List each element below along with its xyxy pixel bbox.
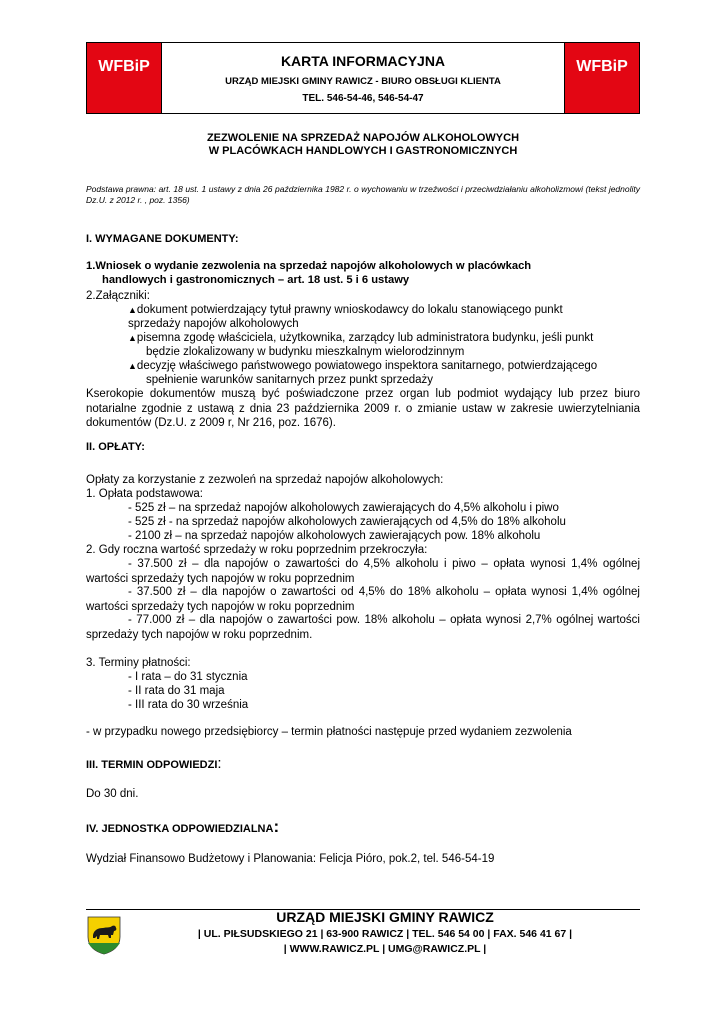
copies-note: Kserokopie dokumentów muszą być poświadczone przez organ lub podmiot wydający lub przez biuro notarialne zgodnie z ustawą z dnia 23 października 2009 r. o zmianie ustaw w zakresie uwierzytelniania dokumentów (Dz.U. z 2009 r, Nr 216, poz. 1676). [86, 388, 640, 429]
response-time: Do 30 dni. [86, 788, 139, 800]
document-title-line2: W PLACÓWKACH HANDLOWYCH I GASTRONOMICZNYCH [208, 145, 518, 157]
section4-heading: IV. JEDNOSTKA ODPOWIEDZIALNA: [86, 817, 280, 836]
header-box [86, 42, 640, 114]
extra-fee-item: - 37.500 zł – dla napojów o zawartości od 4,5% do 18% alkoholu – opłata wynosi 1,4% ogólnej wartości sprzedaży tych napojów w roku poprzednim [86, 586, 640, 613]
attachment-bullet-1-cont: sprzedaży napojów alkoholowych [128, 318, 299, 330]
payment-terms-label: 3. Terminy płatności: [86, 657, 191, 669]
basic-fee-item: - 2100 zł – na sprzedaż napojów alkoholowych zawierających pow. 18% alkoholu [128, 530, 541, 542]
triangle-bullet-icon: ▲ [128, 361, 137, 371]
basic-fee-label: 1. Opłata podstawowa: [86, 488, 203, 500]
section1-heading: I. WYMAGANE DOKUMENTY: [86, 233, 239, 245]
header-office: URZĄD MIEJSKI GMINY RAWICZ - BIURO OBSŁUGI KLIENTA [225, 76, 501, 87]
triangle-bullet-icon: ▲ [128, 305, 137, 315]
extra-fee-label: 2. Gdy roczna wartość sprzedaży w roku poprzednim przekroczyła: [86, 544, 428, 556]
payment-term: - III rata do 30 września [128, 699, 249, 711]
footer-web-links[interactable]: | WWW.RAWICZ.PL | UMG@RAWICZ.PL | [283, 943, 487, 955]
header-title: KARTA INFORMACYJNA [280, 53, 446, 69]
wfbip-logo-right: WFBiP [565, 43, 639, 113]
attachment-bullet-3-cont: spełnienie warunków sanitarnych przez punkt sprzedaży [146, 374, 434, 386]
section2-heading: II. OPŁATY: [86, 441, 145, 453]
requirement-item1 [86, 259, 640, 287]
attachment-bullet-1: ▲dokument potwierdzający tytuł prawny wnioskodawcy do lokalu stanowiącego punkt [128, 304, 563, 316]
basic-fee-item: - 525 zł – na sprzedaż napojów alkoholowych zawierających do 4,5% alkoholu i piwo [128, 502, 559, 514]
payment-term: - II rata do 31 maja [128, 685, 225, 697]
new-business-note: - w przypadku nowego przedsiębiorcy – termin płatności następuje przed wydaniem zezwolenia [86, 726, 572, 738]
footer-address: | UL. PIŁSUDSKIEGO 21 | 63-900 RAWICZ | TEL. 546 54 00 | FAX. 546 41 67 | [197, 928, 573, 940]
attachment-bullet-2-cont: będzie zlokalizowany w budynku mieszkalnym wielorodzinnym [146, 346, 465, 358]
extra-fee-item: - 77.000 zł – dla napojów o zawartości pow. 18% alkoholu – opłata wynosi 2,7% ogólnej wartości sprzedaży tych napojów w roku poprzednim. [86, 614, 640, 641]
attachment-bullet-3: ▲decyzję właściwego państwowego powiatowego inspektora sanitarnego, potwierdzającego [128, 360, 598, 372]
document-title-line1: ZEZWOLENIE NA SPRZEDAŻ NAPOJÓW ALKOHOLOWYCH [206, 132, 520, 144]
footer-office-name: URZĄD MIEJSKI GMINY RAWICZ [276, 909, 494, 925]
attachments-label: 2.Załączniki: [86, 290, 150, 302]
payment-term: - I rata – do 31 stycznia [128, 671, 248, 683]
header-phone: TEL. 546-54-46, 546-54-47 [302, 93, 424, 104]
requirement-item1-line1: 1.Wniosek o wydanie zezwolenia na sprzedaż napojów alkoholowych w placówkach [86, 260, 532, 272]
attachment-bullet-2: ▲pisemna zgodę właściciela, użytkownika, zarządcy lub administratora budynku, jeśli punkt [128, 332, 594, 344]
fees-intro: Opłaty za korzystanie z zezwoleń na sprzedaż napojów alkoholowych: [86, 474, 444, 486]
extra-fee-item: - 37.500 zł – dla napojów o zawartości do 4,5% alkoholu i piwo – opłata wynosi 1,4% ogólnej wartości sprzedaży tych napojów w roku poprzednim [86, 558, 640, 585]
legal-basis: Podstawa prawna: art. 18 ust. 1 ustawy z dnia 26 października 1982 r. o wychowaniu w trzeźwości i przeciwdziałaniu alkoholizmowi (tekst jednolity Dz.U. z 2012 r. , poz. 1356) [86, 184, 640, 205]
triangle-bullet-icon: ▲ [128, 333, 137, 343]
responsible-unit: Wydział Finansowo Budżetowy i Planowania: Felicja Pióro, pok.2, tel. 546-54-19 [86, 853, 495, 865]
requirement-item1-line2: handlowych i gastronomicznych – art. 18 ust. 5 i 6 ustawy [102, 274, 410, 286]
basic-fee-item: - 525 zł - na sprzedaż napojów alkoholowych zawierających od 4,5% do 18% alkoholu [128, 516, 566, 528]
header-center [161, 43, 565, 113]
rawicz-coat-of-arms-icon [86, 915, 122, 955]
wfbip-logo-left: WFBiP [87, 43, 161, 113]
section3-heading: III. TERMIN ODPOWIEDZI: [86, 755, 222, 772]
document-title [86, 132, 640, 158]
